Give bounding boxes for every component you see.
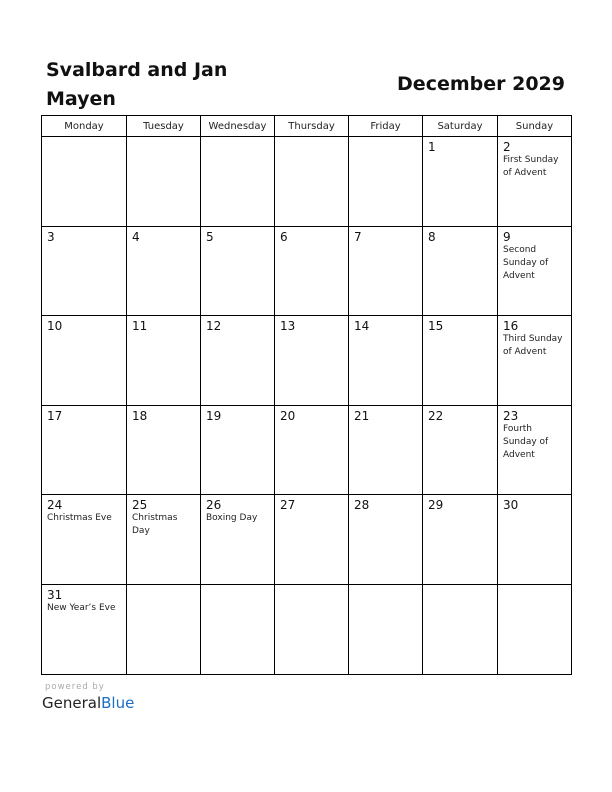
holiday-label: Third Sunday of Advent	[503, 334, 563, 358]
day-cell	[423, 405, 498, 495]
region-title: Svalbard and Jan Mayen	[46, 59, 228, 110]
day-number: 24	[47, 498, 63, 513]
powered-by-label: powered by	[45, 682, 105, 692]
week-row	[42, 226, 572, 316]
day-cell	[127, 137, 201, 227]
week-row	[42, 495, 572, 585]
holiday-label: Christmas Day	[132, 513, 178, 537]
calendar-grid	[41, 115, 572, 675]
day-number: 30	[503, 498, 519, 513]
day-cell	[349, 405, 423, 495]
day-cell	[275, 584, 349, 674]
day-number: 21	[354, 408, 370, 423]
day-cell	[42, 137, 127, 227]
day-number: 7	[354, 229, 362, 244]
day-cell	[498, 316, 572, 406]
day-number: 25	[132, 498, 148, 513]
day-cell	[423, 316, 498, 406]
day-cell	[127, 584, 201, 674]
day-cell	[275, 316, 349, 406]
day-cell	[201, 495, 275, 585]
day-cell	[349, 226, 423, 316]
day-cell	[423, 137, 498, 227]
day-number: 27	[280, 498, 296, 513]
day-cell	[42, 316, 127, 406]
holiday-label: Fourth Sunday of Advent	[503, 423, 549, 460]
day-cell	[349, 137, 423, 227]
holiday-label: Boxing Day	[206, 513, 258, 524]
day-number: 23	[503, 408, 519, 423]
day-cell	[42, 584, 127, 674]
day-cell	[201, 137, 275, 227]
day-number: 1	[428, 140, 436, 154]
holiday-label: First Sunday of Advent	[503, 155, 559, 178]
day-cell	[42, 226, 127, 316]
day-cell	[201, 226, 275, 316]
day-number: 3	[47, 229, 55, 244]
day-number: 20	[280, 408, 296, 423]
day-cell	[127, 405, 201, 495]
day-number: 16	[503, 319, 519, 334]
day-number: 2	[503, 140, 511, 154]
day-cell	[127, 226, 201, 316]
day-cell	[423, 584, 498, 674]
day-cell	[275, 495, 349, 585]
day-number: 13	[280, 319, 296, 334]
day-number: 6	[280, 229, 288, 244]
day-cell	[201, 584, 275, 674]
day-cell	[275, 405, 349, 495]
day-number: 12	[206, 319, 222, 334]
day-number: 17	[47, 408, 63, 423]
weekday-header: Tuesday	[127, 116, 201, 137]
day-number: 10	[47, 319, 63, 334]
holiday-label: New Year’s Eve	[47, 602, 116, 613]
day-cell	[498, 226, 572, 316]
day-number: 14	[354, 319, 370, 334]
day-cell	[423, 226, 498, 316]
day-number: 15	[428, 319, 444, 334]
day-cell	[42, 495, 127, 585]
day-number: 5	[206, 229, 214, 244]
week-row	[42, 316, 572, 406]
day-cell	[349, 584, 423, 674]
weekday-header: Wednesday	[201, 116, 275, 137]
day-number: 19	[206, 408, 222, 423]
day-number: 29	[428, 498, 444, 513]
day-number: 9	[503, 229, 511, 244]
day-number: 26	[206, 498, 222, 513]
brand-name-part1: General	[42, 694, 102, 712]
day-number: 28	[354, 498, 370, 513]
day-cell	[42, 405, 127, 495]
day-cell	[498, 495, 572, 585]
brand-logo	[42, 693, 134, 713]
weekday-header: Monday	[42, 116, 127, 137]
day-cell	[423, 495, 498, 585]
day-cell	[275, 137, 349, 227]
day-cell	[349, 316, 423, 406]
weekday-header: Sunday	[498, 116, 572, 137]
day-cell	[127, 316, 201, 406]
day-cell	[498, 584, 572, 674]
day-number: 4	[132, 229, 140, 244]
weekday-header: Thursday	[275, 116, 349, 137]
week-row	[42, 584, 572, 674]
day-cell	[498, 137, 572, 227]
holiday-label: Christmas Eve	[47, 513, 112, 524]
day-cell	[127, 495, 201, 585]
weekday-header: Saturday	[423, 116, 498, 137]
week-row	[42, 137, 572, 227]
day-cell	[349, 495, 423, 585]
day-number: 18	[132, 408, 148, 423]
weekday-header-row	[42, 116, 572, 137]
day-number: 31	[47, 587, 63, 602]
day-number: 11	[132, 319, 148, 334]
day-cell	[201, 405, 275, 495]
week-row	[42, 405, 572, 495]
holiday-label: Second Sunday of Advent	[503, 244, 549, 281]
weekday-header: Friday	[349, 116, 423, 137]
brand-name-part2: Blue	[101, 694, 135, 712]
day-cell	[498, 405, 572, 495]
day-number: 22	[428, 408, 444, 423]
day-number: 8	[428, 229, 436, 244]
day-cell	[275, 226, 349, 316]
month-title: December 2029	[397, 73, 565, 95]
day-cell	[201, 316, 275, 406]
